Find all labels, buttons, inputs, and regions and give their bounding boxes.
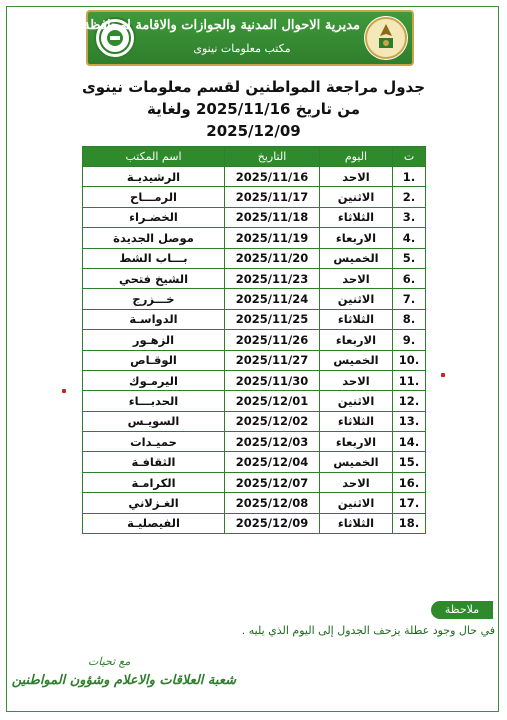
table-row: [83, 370, 426, 390]
cell-date: 2025/11/30: [225, 370, 320, 390]
table-row: [83, 432, 426, 452]
cell-date: 2025/12/09: [225, 513, 320, 533]
cell-day: الاحد: [320, 472, 393, 492]
cell-day: الاثنين: [320, 493, 393, 513]
cell-office: الزهـور: [83, 330, 225, 350]
schedule-table: [82, 146, 426, 534]
cell-day: الاربعاء: [320, 432, 393, 452]
cell-office: الحدبـــاء: [83, 391, 225, 411]
table-row: [83, 167, 426, 187]
header-banner: [50, 10, 414, 66]
note-label: ملاحظة: [431, 601, 493, 619]
table-row: [83, 248, 426, 268]
cell-date: 2025/11/27: [225, 350, 320, 370]
table-row: [83, 228, 426, 248]
cell-office: الثقافـة: [83, 452, 225, 472]
cell-date: 2025/11/20: [225, 248, 320, 268]
cell-date: 2025/12/08: [225, 493, 320, 513]
cell-day: الاثنين: [320, 391, 393, 411]
cell-day: الاثنين: [320, 289, 393, 309]
table-row: [83, 207, 426, 227]
cell-number: .10: [393, 350, 426, 370]
cell-number: .16: [393, 472, 426, 492]
cell-office: الشيخ فتحي: [83, 268, 225, 288]
cell-date: 2025/12/04: [225, 452, 320, 472]
cell-date: 2025/12/03: [225, 432, 320, 452]
table-row: [83, 330, 426, 350]
column-header-number: ت: [393, 147, 426, 167]
column-header-date: التاريخ: [225, 147, 320, 167]
table-row: [83, 309, 426, 329]
cell-day: الثلاثاء: [320, 513, 393, 533]
cell-date: 2025/11/23: [225, 268, 320, 288]
cell-number: .17: [393, 493, 426, 513]
page-subtitle-end-date: 2025/12/09: [206, 122, 301, 140]
table-row: [83, 350, 426, 370]
cell-office: خـــزرج: [83, 289, 225, 309]
cell-day: الخميس: [320, 248, 393, 268]
cell-number: .5: [393, 248, 426, 268]
red-marker-left: [62, 389, 66, 393]
cell-number: .1: [393, 167, 426, 187]
cell-date: 2025/11/24: [225, 289, 320, 309]
cell-office: السويـس: [83, 411, 225, 431]
cell-date: 2025/12/01: [225, 391, 320, 411]
cell-date: 2025/11/17: [225, 187, 320, 207]
red-marker-right: [441, 373, 445, 377]
cell-day: الخميس: [320, 350, 393, 370]
table-row: [83, 472, 426, 492]
cell-number: .7: [393, 289, 426, 309]
cell-office: الفيصليـة: [83, 513, 225, 533]
cell-day: الاثنين: [320, 187, 393, 207]
cell-number: .8: [393, 309, 426, 329]
cell-office: اليرمـوك: [83, 370, 225, 390]
cell-number: .3: [393, 207, 426, 227]
cell-day: الاحد: [320, 370, 393, 390]
cell-day: الاحد: [320, 268, 393, 288]
cell-office: حميـدات: [83, 432, 225, 452]
cell-day: الثلاثاء: [320, 411, 393, 431]
cell-office: موصل الجديدة: [83, 228, 225, 248]
page-subtitle: من تاريخ 2025/11/16 ولغاية: [146, 100, 361, 118]
cell-office: بـــاب الشط: [83, 248, 225, 268]
cell-number: .2: [393, 187, 426, 207]
table-row: [83, 268, 426, 288]
directorate-name: مديرية الاحوال المدنية والجوازات والاقامة لمحافظة نينوى: [50, 18, 360, 33]
cell-number: .4: [393, 228, 426, 248]
cell-office: الرمـــاح: [83, 187, 225, 207]
table-header-row: [83, 147, 426, 167]
cell-day: الاربعاء: [320, 330, 393, 350]
signature-department: شعبة العلاقات والاعلام وشؤون المواطنين: [11, 673, 236, 688]
cell-date: 2025/11/19: [225, 228, 320, 248]
ministry-seal-icon: [364, 16, 408, 60]
page-title: جدول مراجعة المواطنين لقسم معلومات نينوى: [81, 78, 426, 96]
table-row: [83, 513, 426, 533]
column-header-day: اليوم: [320, 147, 393, 167]
table-row: [83, 187, 426, 207]
cell-date: 2025/11/26: [225, 330, 320, 350]
cell-date: 2025/11/18: [225, 207, 320, 227]
office-name: مكتب معلومات نينوى: [193, 42, 291, 55]
cell-day: الخميس: [320, 452, 393, 472]
cell-number: .18: [393, 513, 426, 533]
cell-number: .12: [393, 391, 426, 411]
cell-number: .6: [393, 268, 426, 288]
cell-office: الدواسـة: [83, 309, 225, 329]
cell-office: الكرامـة: [83, 472, 225, 492]
cell-date: 2025/12/07: [225, 472, 320, 492]
cell-office: الرشيديـة: [83, 167, 225, 187]
signature-greeting: مع تحيات: [88, 655, 131, 668]
cell-date: 2025/11/25: [225, 309, 320, 329]
cell-day: الثلاثاء: [320, 207, 393, 227]
cell-office: الغـزلاني: [83, 493, 225, 513]
cell-day: الاربعاء: [320, 228, 393, 248]
table-row: [83, 391, 426, 411]
table-row: [83, 411, 426, 431]
cell-date: 2025/11/16: [225, 167, 320, 187]
cell-number: .13: [393, 411, 426, 431]
cell-number: .14: [393, 432, 426, 452]
table-row: [83, 493, 426, 513]
cell-number: .11: [393, 370, 426, 390]
cell-day: الاحد: [320, 167, 393, 187]
column-header-office: اسم المكتب: [83, 147, 225, 167]
cell-number: .15: [393, 452, 426, 472]
note-text: في حال وجود عطلة يزحف الجدول إلى اليوم الذي يليه .: [241, 624, 495, 637]
cell-number: .9: [393, 330, 426, 350]
table-row: [83, 452, 426, 472]
cell-date: 2025/12/02: [225, 411, 320, 431]
cell-office: الوقـاص: [83, 350, 225, 370]
cell-office: الخضـراء: [83, 207, 225, 227]
table-row: [83, 289, 426, 309]
cell-day: الثلاثاء: [320, 309, 393, 329]
